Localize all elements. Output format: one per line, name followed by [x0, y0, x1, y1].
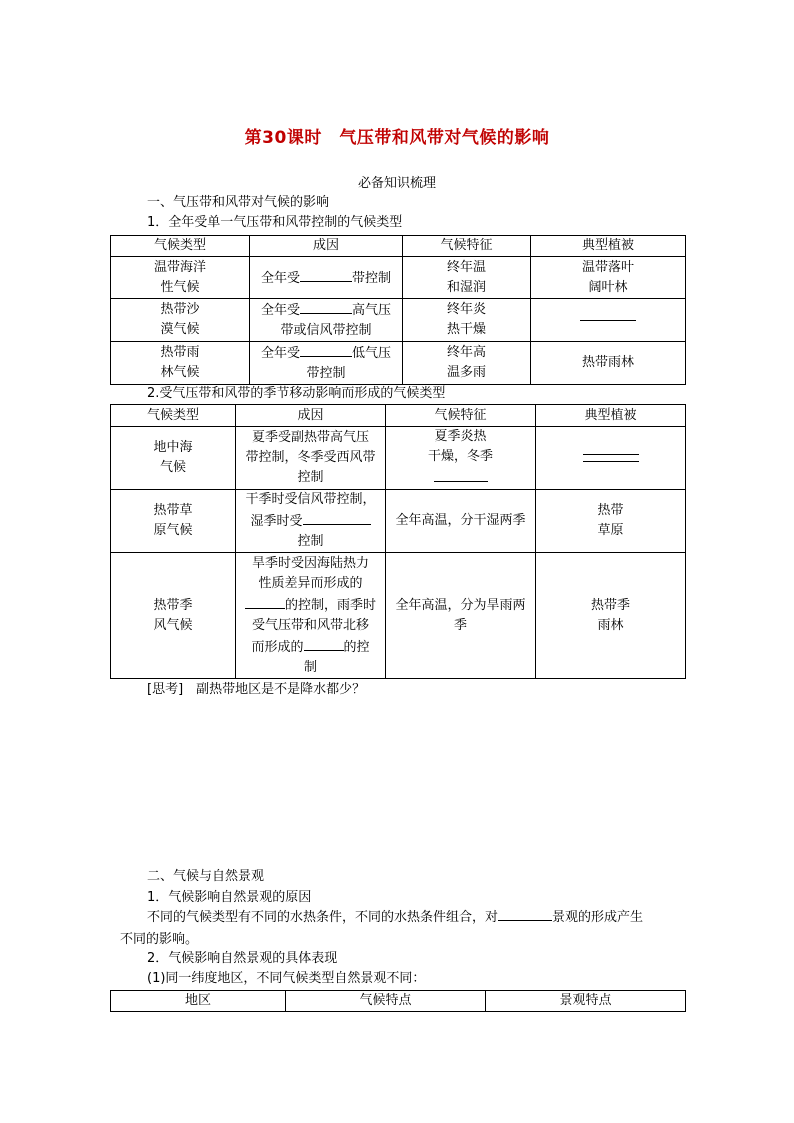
- cause-cell: 全年受 低气压 带控制: [250, 342, 403, 385]
- header-cell: 气候类型: [111, 236, 250, 257]
- table-row: [111, 490, 686, 553]
- climate-type-cell: 温带海洋 性气候: [111, 257, 250, 299]
- landscape-table: [110, 990, 686, 1012]
- part1-sub2: 2.受气压带和风带的季节移动影响而形成的气候类型: [147, 386, 446, 401]
- cause-cell: 全年受 高气压 带或信风带控制: [250, 299, 403, 342]
- feature-cell: 终年炎 热干燥: [403, 299, 531, 342]
- table-row: [111, 553, 686, 679]
- fill-blank: [580, 320, 636, 321]
- fill-blank: [434, 467, 488, 482]
- fill-blank: [300, 299, 352, 314]
- fill-blank: [300, 267, 352, 282]
- climate-table-1: [110, 235, 686, 385]
- vegetation-cell: [536, 427, 686, 490]
- paragraph: 不同的气候类型有不同的水热条件，不同的水热条件组合，对 景观的形成产生 不同的影响。: [120, 906, 680, 951]
- table-row: [111, 342, 686, 385]
- table-row: [111, 427, 686, 490]
- feature-cell: 全年高温，分为旱雨两 季: [386, 553, 536, 679]
- climate-type-cell: 地中海 气候: [111, 427, 236, 490]
- section-heading: 必备知识梳理: [357, 176, 436, 191]
- part2-sub2: 2．气候影响自然景观的具体表现: [147, 951, 338, 966]
- vegetation-cell: [531, 299, 686, 342]
- header-cell: 典型植被: [531, 236, 686, 257]
- part2-sub1: 1．气候影响自然景观的原因: [147, 890, 312, 905]
- climate-type-cell: 热带季 风气候: [111, 553, 236, 679]
- fill-blank: [245, 594, 285, 609]
- feature-cell: 终年高 温多雨: [403, 342, 531, 385]
- cause-cell: 干季时受信风带控制， 湿季时受 控制: [236, 490, 386, 553]
- table-header-row: [111, 236, 686, 257]
- page-title: 第30课时 气压带和风带对气候的影响: [244, 128, 550, 148]
- climate-type-cell: 热带沙 漠气候: [111, 299, 250, 342]
- climate-type-cell: 热带雨 林气候: [111, 342, 250, 385]
- fill-blank: [300, 342, 352, 357]
- feature-cell: 终年温 和湿润: [403, 257, 531, 299]
- fill-blank: [583, 454, 639, 455]
- part1-sub1: 1．全年受单一气压带和风带控制的气候类型: [147, 215, 403, 230]
- header-cell: 气候特征: [386, 405, 536, 427]
- header-cell: 气候类型: [111, 405, 236, 427]
- table-row: [111, 257, 686, 299]
- part1-heading: 一、气压带和风带对气候的影响: [147, 195, 330, 210]
- cause-cell: 全年受 带控制: [250, 257, 403, 299]
- fill-blank: [303, 510, 371, 525]
- header-cell: 成因: [250, 236, 403, 257]
- feature-cell: 全年高温，分干湿两季: [386, 490, 536, 553]
- fill-blank: [498, 906, 552, 921]
- cause-cell: 旱季时受因海陆热力 性质差异而形成的 的控制，雨季时 受气压带和风带北移 而形成的 的控 制: [236, 553, 386, 679]
- header-cell: 气候特点: [286, 991, 486, 1012]
- vegetation-cell: 热带 草原: [536, 490, 686, 553]
- fill-blank: [583, 461, 639, 462]
- climate-type-cell: 热带草 原气候: [111, 490, 236, 553]
- header-cell: 典型植被: [536, 405, 686, 427]
- part2-heading: 二、气候与自然景观: [147, 869, 265, 884]
- vegetation-cell: 热带季 雨林: [536, 553, 686, 679]
- header-cell: 成因: [236, 405, 386, 427]
- vegetation-cell: 温带落叶 阔叶林: [531, 257, 686, 299]
- fill-blank: [304, 636, 344, 651]
- vegetation-cell: 热带雨林: [531, 342, 686, 385]
- header-cell: 地区: [111, 991, 286, 1012]
- feature-cell: 夏季炎热 干燥，冬季: [386, 427, 536, 490]
- cause-cell: 夏季受副热带高气压 带控制，冬季受西风带 控制: [236, 427, 386, 490]
- table-header-row: [111, 991, 686, 1012]
- part2-sub3: (1)同一纬度地区，不同气候类型自然景观不同：: [147, 971, 426, 986]
- table-row: [111, 299, 686, 342]
- climate-table-2: [110, 404, 686, 679]
- header-cell: 气候特征: [403, 236, 531, 257]
- table-header-row: [111, 405, 686, 427]
- think-prompt: [思考] 副热带地区是不是降水都少？: [147, 682, 366, 697]
- header-cell: 景观特点: [486, 991, 686, 1012]
